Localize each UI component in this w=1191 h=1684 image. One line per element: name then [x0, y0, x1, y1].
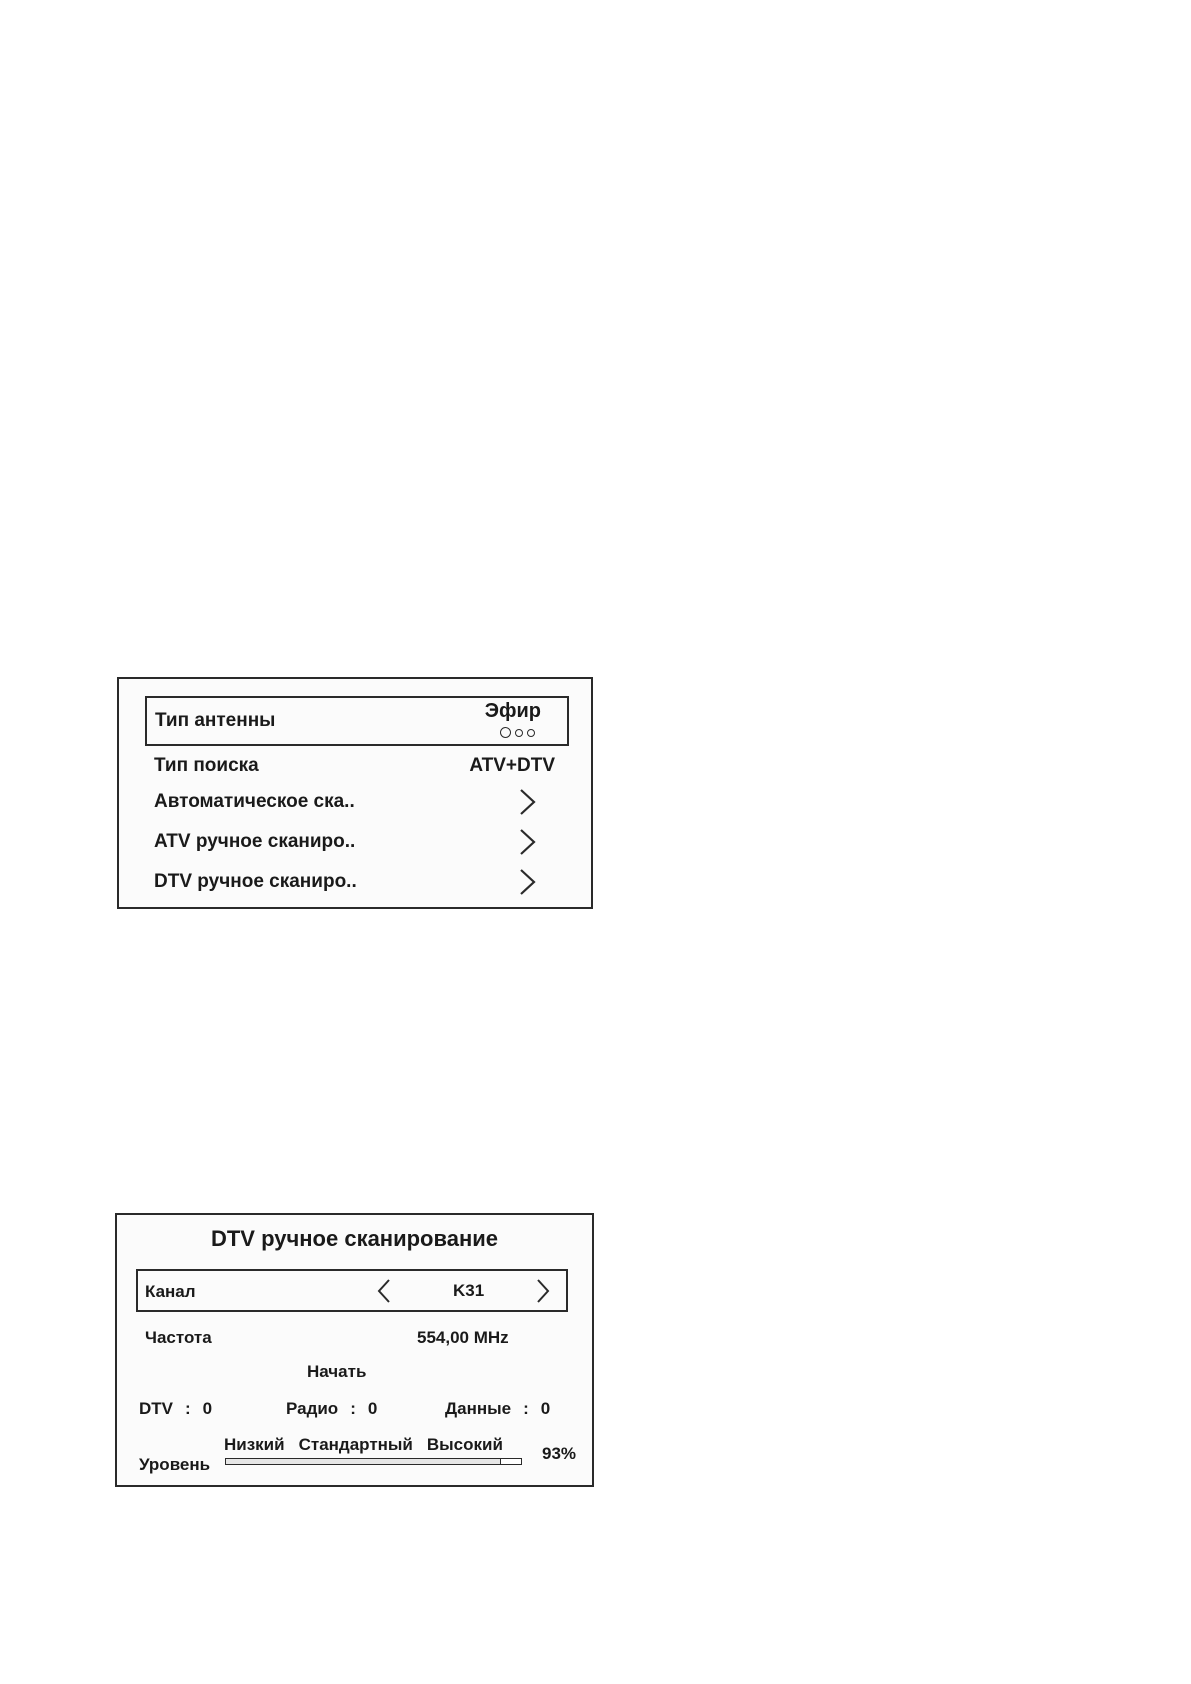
- scale-high-label: Высокий: [426, 1435, 503, 1454]
- page-dot-icon: [515, 729, 523, 737]
- dtv-count-label: DTV: [139, 1399, 173, 1418]
- signal-level-percent: 93%: [542, 1444, 577, 1463]
- dtv-count-separator: :: [185, 1399, 191, 1418]
- signal-level-fill: [226, 1459, 501, 1464]
- channel-settings-menu: [117, 677, 593, 909]
- channel-selector[interactable]: [136, 1269, 568, 1312]
- dtv-count-value: 0: [202, 1399, 213, 1418]
- menu-item-search-type[interactable]: [145, 749, 567, 783]
- search-type-label: Тип поиска: [154, 755, 259, 776]
- dtv-manual-scan-panel: [115, 1213, 594, 1487]
- signal-level-scale: [224, 1435, 517, 1455]
- channel-label: Канал: [145, 1282, 196, 1301]
- dtv-count: [139, 1399, 212, 1419]
- radio-count-label: Радио: [286, 1399, 339, 1418]
- start-scan-button[interactable]: Начать: [307, 1362, 367, 1381]
- page-dot-icon: [500, 727, 511, 738]
- data-count-label: Данные: [445, 1399, 512, 1418]
- frequency-value: 554,00 MHz: [417, 1328, 509, 1347]
- frequency-label: Частота: [145, 1328, 212, 1347]
- chevron-right-icon: [515, 827, 539, 857]
- channel-value: K31: [453, 1281, 485, 1300]
- auto-scan-label: Автоматическое ска..: [154, 791, 355, 812]
- data-count-separator: :: [523, 1399, 529, 1418]
- radio-count-separator: :: [350, 1399, 356, 1418]
- chevron-right-icon: [515, 787, 539, 817]
- signal-level-label: Уровень: [139, 1455, 211, 1474]
- radio-count-value: 0: [367, 1399, 378, 1418]
- scale-standard-label: Стандартный: [298, 1435, 413, 1454]
- menu-item-atv-manual-scan[interactable]: [145, 825, 567, 859]
- radio-count: [286, 1399, 377, 1419]
- panel-title: DTV ручное сканирование: [210, 1226, 499, 1251]
- atv-manual-scan-label: ATV ручное сканиро..: [154, 831, 356, 852]
- menu-item-auto-scan[interactable]: [145, 785, 567, 819]
- search-type-value: ATV+DTV: [469, 755, 555, 776]
- antenna-type-page-indicator: [500, 727, 535, 738]
- scale-low-label: Низкий: [224, 1435, 285, 1454]
- signal-level-bar: [225, 1458, 522, 1465]
- chevron-left-icon[interactable]: [374, 1277, 394, 1305]
- page-dot-icon: [527, 729, 535, 737]
- dtv-manual-scan-label: DTV ручное сканиро..: [154, 871, 357, 892]
- chevron-right-icon: [515, 867, 539, 897]
- data-count: [445, 1399, 550, 1419]
- menu-item-antenna-type[interactable]: [145, 696, 569, 746]
- data-count-value: 0: [540, 1399, 551, 1418]
- menu-item-dtv-manual-scan[interactable]: [145, 865, 567, 899]
- antenna-type-value: Эфир: [484, 700, 541, 722]
- antenna-type-label: Тип антенны: [155, 710, 276, 731]
- chevron-right-icon[interactable]: [533, 1277, 553, 1305]
